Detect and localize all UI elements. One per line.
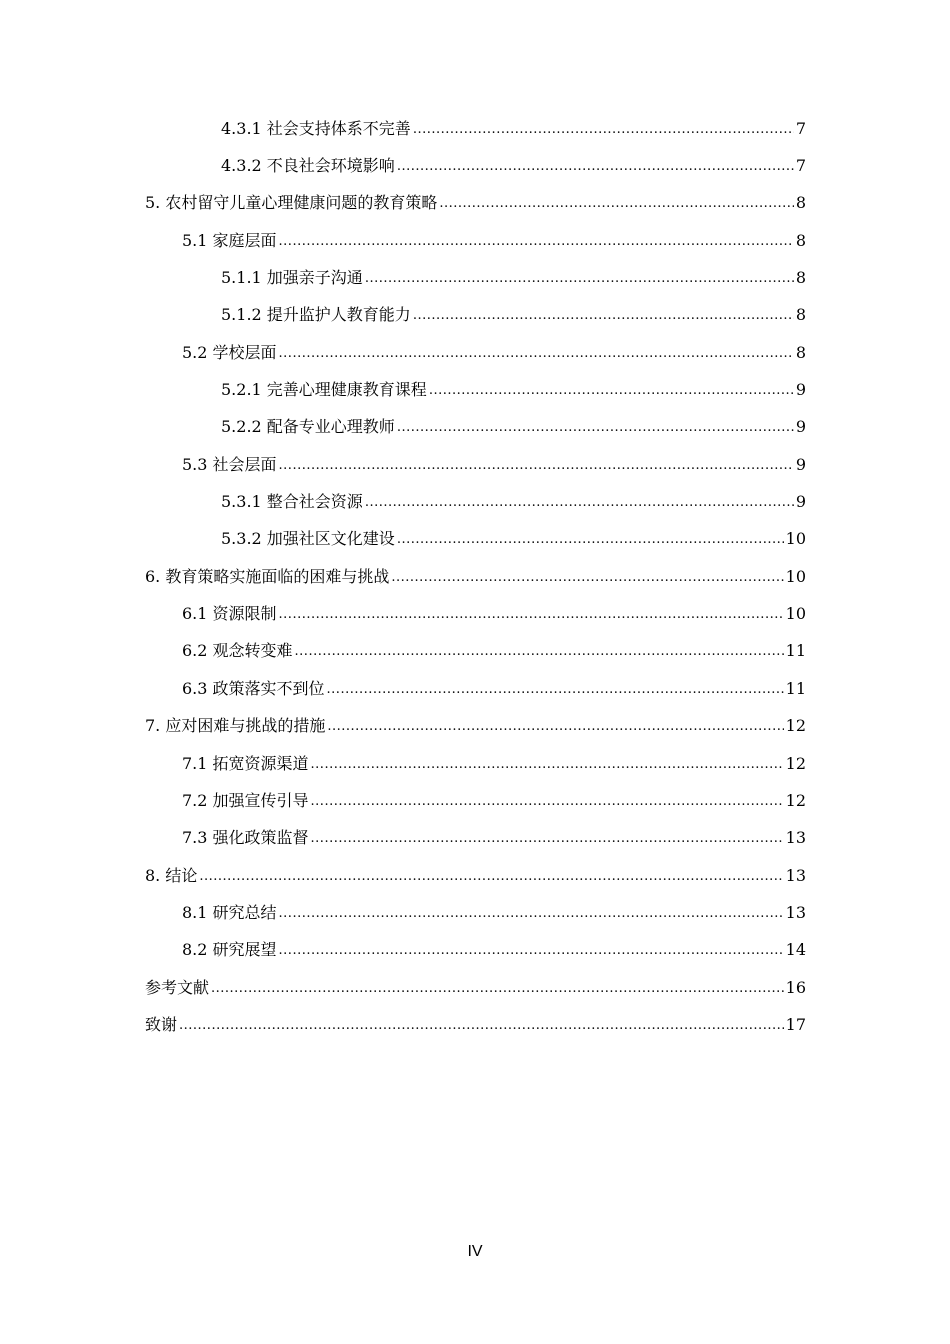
toc-dot-leader [295,642,784,662]
toc-entry-page-number: 9 [795,454,806,474]
toc-entry-title: 6. 教育策略实施面临的困难与挑战 [145,566,390,586]
toc-entry-title: 参考文献 [145,977,210,997]
toc-dot-leader [429,381,794,401]
toc-dot-leader [279,605,784,625]
toc-entry[interactable] [0,297,950,334]
toc-entry[interactable] [0,185,950,222]
toc-entry[interactable] [0,446,950,483]
toc-dot-leader [279,344,794,364]
toc-entry-page-number: 8 [795,342,806,362]
toc-entry-title: 8.1 研究总结 [182,902,277,922]
toc-entry-page-number: 9 [795,380,806,400]
toc-dot-leader [279,941,784,961]
page-number: IV [467,1243,483,1260]
toc-entry[interactable] [0,670,950,707]
toc-entry-page-number: 10 [785,566,806,586]
toc-entry[interactable] [0,969,950,1006]
toc-dot-leader [327,680,784,700]
toc-entry-title: 5.2 学校层面 [182,342,277,362]
toc-entry-page-number: 8 [795,305,806,325]
toc-dot-leader [279,904,784,924]
toc-entry-page-number: 12 [785,716,806,736]
toc-entry-title: 7. 应对困难与挑战的措施 [145,716,326,736]
toc-dot-leader [397,530,784,550]
toc-entry-title: 致谢 [145,1014,178,1034]
toc-entry[interactable] [0,409,950,446]
toc-entry-title: 5.1.1 加强亲子沟通 [221,268,363,288]
toc-entry[interactable] [0,708,950,745]
toc-dot-leader [211,979,784,999]
toc-dot-leader [413,306,794,326]
toc-entry-page-number: 13 [785,828,806,848]
toc-entry[interactable] [0,147,950,184]
toc-entry-title: 8. 结论 [145,865,198,885]
toc-entry-page-number: 12 [785,790,806,810]
toc-dot-leader [279,456,794,476]
toc-dot-leader [327,717,783,737]
toc-entry-page-number: 17 [785,1014,806,1034]
toc-entry-title: 5.3 社会层面 [182,454,277,474]
toc-entry[interactable] [0,857,950,894]
toc-entry[interactable] [0,259,950,296]
toc-entry[interactable] [0,782,950,819]
toc-entry-title: 5.2.1 完善心理健康教育课程 [221,380,427,400]
toc-entry-page-number: 10 [785,529,806,549]
toc-entry-page-number: 7 [795,118,806,138]
toc-dot-leader [365,269,794,289]
toc-entry[interactable] [0,820,950,857]
toc-dot-leader [311,829,784,849]
toc-dot-leader [391,568,783,588]
toc-entry-page-number: 8 [795,193,806,213]
toc-dot-leader [179,1016,784,1036]
toc-dot-leader [199,867,783,887]
toc-entry-page-number: 7 [795,156,806,176]
toc-entry-title: 5.2.2 配备专业心理教师 [221,417,395,437]
toc-entry-title: 7.1 拓宽资源渠道 [182,753,309,773]
toc-entry-page-number: 14 [785,940,806,960]
toc-entry-title: 5.1 家庭层面 [182,230,277,250]
toc-entry-title: 5.3.1 整合社会资源 [221,492,363,512]
toc-entry-page-number: 11 [785,641,806,661]
toc-entry-page-number: 16 [785,977,806,997]
toc-entry-page-number: 10 [785,604,806,624]
toc-entry[interactable] [0,483,950,520]
toc-dot-leader [439,194,793,214]
toc-entry[interactable] [0,595,950,632]
toc-dot-leader [279,232,794,252]
toc-entry[interactable] [0,334,950,371]
toc-entry-title: 4.3.1 社会支持体系不完善 [221,118,411,138]
toc-dot-leader [311,792,784,812]
toc-entry-page-number: 11 [785,678,806,698]
toc-entry-page-number: 9 [795,417,806,437]
table-of-contents [0,110,950,1044]
toc-entry[interactable] [0,110,950,147]
toc-entry-title: 5.3.2 加强社区文化建设 [221,529,395,549]
toc-dot-leader [413,120,794,140]
toc-entry[interactable] [0,371,950,408]
toc-entry[interactable] [0,558,950,595]
toc-entry-title: 8.2 研究展望 [182,940,277,960]
toc-dot-leader [311,755,784,775]
toc-entry[interactable] [0,932,950,969]
toc-entry-page-number: 8 [795,268,806,288]
toc-entry-page-number: 9 [795,492,806,512]
toc-entry[interactable] [0,1006,950,1043]
toc-dot-leader [397,418,794,438]
toc-entry-title: 5.1.2 提升监护人教育能力 [221,305,411,325]
toc-entry-title: 4.3.2 不良社会环境影响 [221,156,395,176]
toc-entry-title: 7.3 强化政策监督 [182,828,309,848]
toc-entry[interactable] [0,633,950,670]
toc-entry[interactable] [0,521,950,558]
toc-entry-page-number: 8 [795,230,806,250]
toc-entry[interactable] [0,745,950,782]
toc-entry-title: 5. 农村留守儿童心理健康问题的教育策略 [145,193,438,213]
toc-entry-page-number: 13 [785,902,806,922]
toc-entry-page-number: 12 [785,753,806,773]
toc-entry-title: 7.2 加强宣传引导 [182,790,309,810]
toc-entry-title: 6.3 政策落实不到位 [182,678,325,698]
toc-dot-leader [397,157,794,177]
toc-entry[interactable] [0,222,950,259]
toc-entry-page-number: 13 [785,865,806,885]
toc-entry-title: 6.2 观念转变难 [182,641,293,661]
toc-entry-title: 6.1 资源限制 [182,604,277,624]
toc-dot-leader [365,493,794,513]
toc-entry[interactable] [0,894,950,931]
